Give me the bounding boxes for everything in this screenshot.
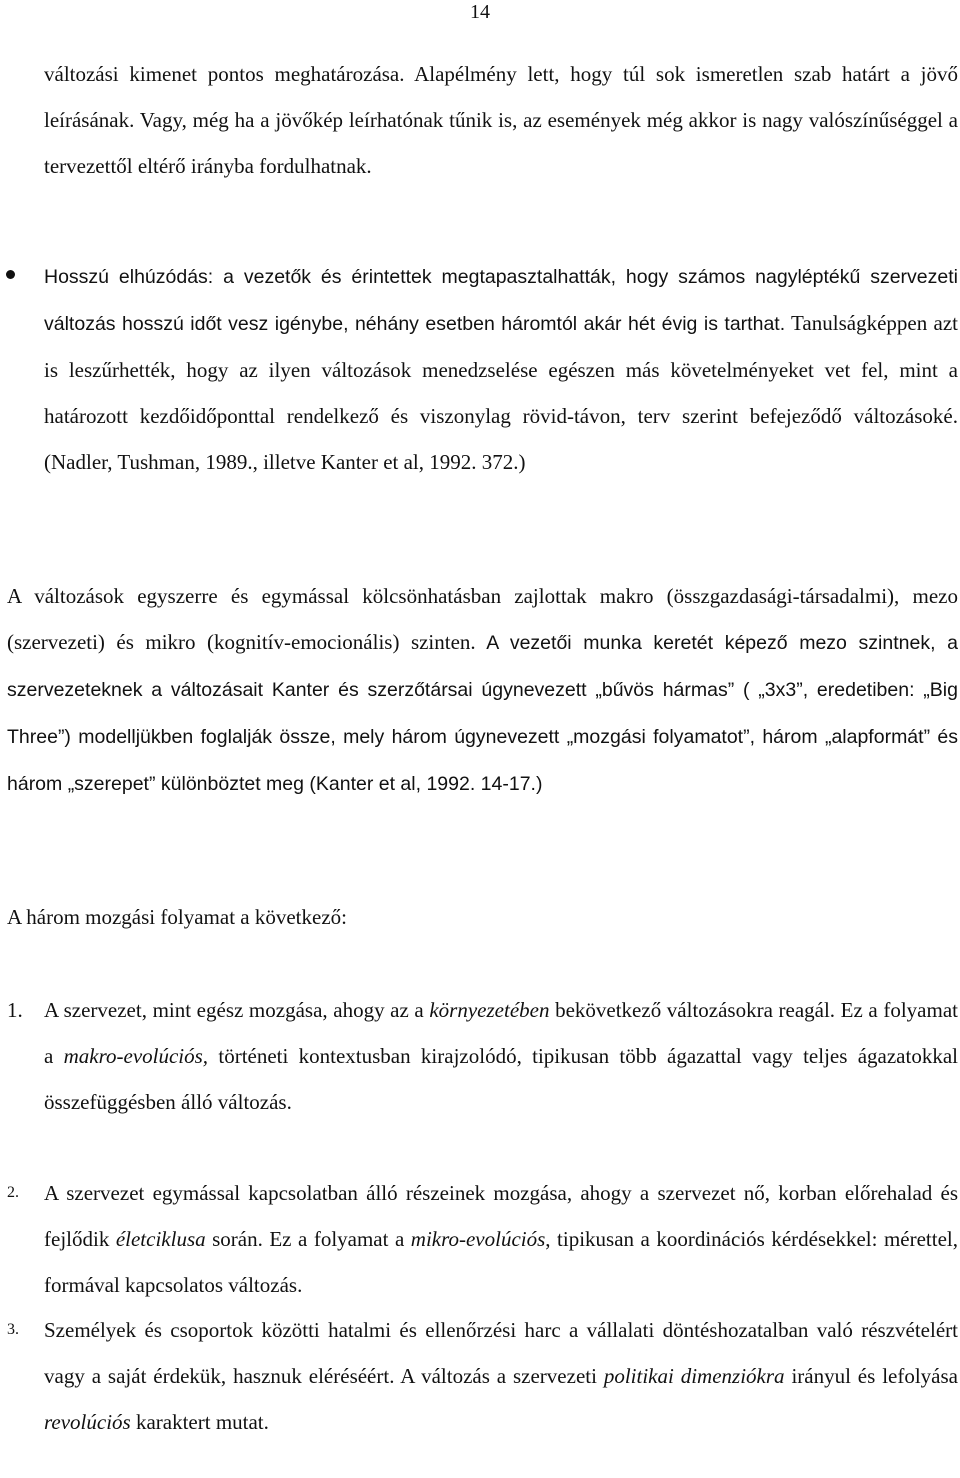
- body-paragraph: [7, 573, 958, 807]
- list-item-number: 3.: [7, 1321, 19, 1338]
- list-item-emphasis: mikro-evolúciós: [410, 1227, 546, 1251]
- bullet-text-sans: Hosszú elhúzódás: a vezetők és érintettek megtapasztalhatták, hogy számos nagyléptékű szervezeti változás hosszú időt vesz igénybe, néhány esetben háromtól akár hét évig is tarthat.: [44, 266, 958, 335]
- list-item-emphasis: életciklusa: [115, 1227, 206, 1251]
- list-item-text-part: során. Ez a folyamat a: [205, 1227, 411, 1251]
- list-item-number: 2.: [7, 1184, 19, 1201]
- list-item-emphasis: politikai dimenziókra: [603, 1364, 785, 1388]
- body-paragraph-part2: A vezetői munka keretét képező mezo szintnek, a szervezeteknek a változásait Kanter és szerzőtársai úgynevezett „bűvös hármas” ( „3x3”, eredetiben: „Big Three”) modelljükben foglalják össze, mely három úgynevezett „mozgási folyamatot”, három „alapformát” és három „szerepet” különböztet meg (Kanter et al, 1992. 14-17.): [7, 632, 958, 795]
- list-item-text-part: karaktert mutat.: [130, 1410, 269, 1434]
- list-item-text-part: , tipikusan a koordinációs kérdésekkel: mérettel, formával kapcsolatos változás.: [44, 1227, 958, 1297]
- list-item-text-part: történeti kontextusban kirajzolódó, tipikusan több ágazattal vagy teljes ágazatokkal összefüggésben álló változás.: [44, 1044, 958, 1114]
- list-item-text-part: irányul és lefolyása: [784, 1364, 958, 1388]
- bullet-item: [44, 253, 958, 485]
- continuation-text: változási kimenet pontos meghatározása. Alapélmény lett, hogy túl sok ismeretlen szab határt a jövő leírásának. Vagy, még ha a jövőkép leírhatónak tűnik is, az események még akkor is nagy valószínűséggel a tervezettől eltérő irányba fordulhatnak.: [44, 62, 958, 178]
- list-item: [7, 987, 958, 1125]
- list-item-emphasis: környezetében: [429, 998, 550, 1022]
- list-item-text: [44, 1307, 958, 1445]
- bullet-icon: [6, 270, 15, 279]
- section-heading: [7, 894, 958, 940]
- list-item: [7, 1307, 958, 1445]
- body-paragraph-part1: A változások egyszerre és egymással kölcsönhatásban zajlottak makro (összgazdasági-társadalmi), mezo (szervezeti) és mikro (kognitív-emocionális) szinten.: [7, 584, 958, 654]
- body-paragraph-text: [7, 573, 958, 807]
- list-item-text-part: A szervezet, mint egész mozgása, ahogy az a: [44, 998, 430, 1022]
- list-item-number: 1.: [7, 998, 23, 1022]
- list-item-emphasis: revolúciós: [44, 1410, 131, 1434]
- list-item-text-part: bekövetkező változásokra reagál. Ez a folyamat a: [44, 998, 958, 1068]
- bullet-text: [44, 253, 958, 485]
- page-number: 14: [470, 1, 490, 23]
- section-heading-text: A három mozgási folyamat a következő:: [7, 905, 347, 929]
- list-item-text: [44, 987, 958, 1125]
- list-item-text-part: Személyek és csoportok közötti hatalmi és ellenőrzési harc a vállalati döntéshozatalban való részvételért vagy a saját érdekük, hasznuk eléréséért. A változás a szervezeti: [44, 1318, 958, 1388]
- list-item: [7, 1170, 958, 1308]
- list-item-emphasis: makro-evolúciós,: [63, 1044, 209, 1068]
- list-item-text: [44, 1170, 958, 1308]
- list-item-text-part: A szervezet egymással kapcsolatban álló részeinek mozgása, ahogy a szervezet nő, korban előrehalad és fejlődik: [44, 1181, 958, 1251]
- continuation-paragraph: [44, 51, 958, 189]
- bullet-text-serif: Tanulságképpen azt is leszűrhették, hogy az ilyen változások menedzselése egészen más követelményeket vet fel, mint a határozott kezdőidőponttal rendelkező és viszonylag rövid-távon, terv szerint befejeződő változásoké. (Nadler, Tushman, 1989., illetve Kanter et al, 1992. 372.): [44, 311, 958, 474]
